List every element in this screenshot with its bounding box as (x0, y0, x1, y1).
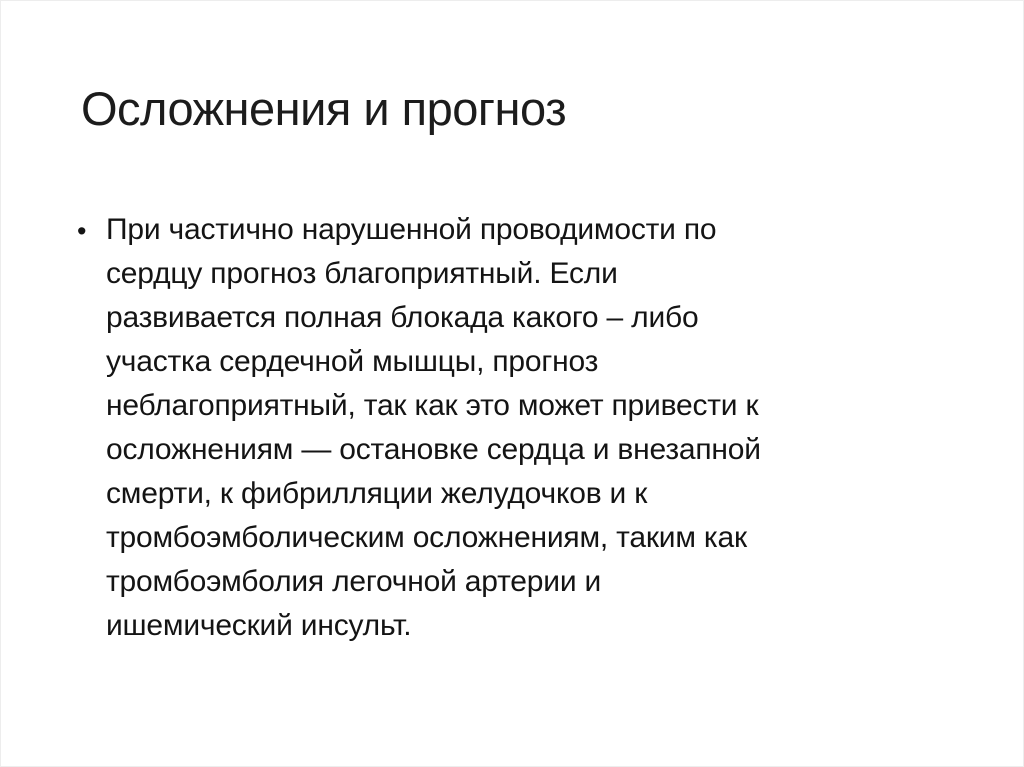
bullet-text-line: неблагоприятный, так как это может привести к (106, 389, 759, 422)
bullet-marker: • (77, 216, 87, 246)
bullet-item (77, 208, 976, 648)
bullet-text-line: тромбоэмболическим осложнениям, таким как (106, 521, 747, 554)
bullet-text-line: ишемический инсульт. (106, 609, 412, 642)
slide-title: Осложнения и прогноз (81, 82, 567, 135)
bullet-text-line: осложнениям — остановке сердца и внезапной (106, 433, 761, 466)
bullet-text-line: тромбоэмболия легочной артерии и (106, 565, 602, 598)
bullet-text-line: развивается полная блокада какого – либо (106, 301, 699, 334)
bullet-text-line: сердцу прогноз благоприятный. Если (106, 257, 618, 290)
bullet-text-line: участка сердечной мышцы, прогноз (106, 345, 599, 378)
bullet-text-line: смерти, к фибрилляции желудочков и к (106, 477, 648, 510)
bullet-text-line: При частично нарушенной проводимости по (106, 213, 717, 246)
bullet-text (106, 208, 976, 648)
